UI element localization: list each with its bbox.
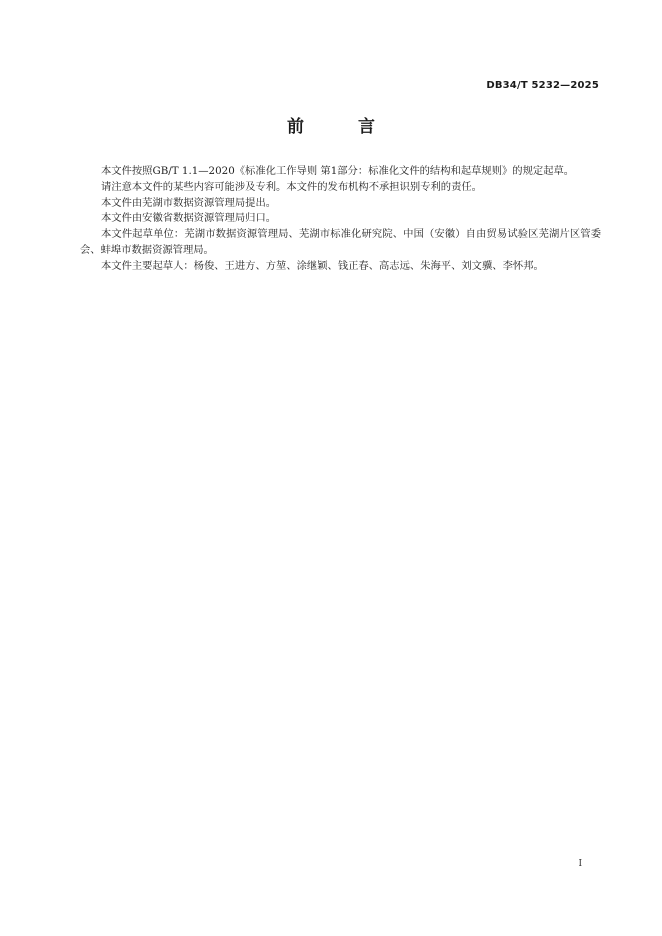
section-title-foreword: 前 言 bbox=[287, 117, 399, 137]
paragraph-drafting-basis: 本文件按照GB/T 1.1—2020《标准化工作导则 第1部分：标准化文件的结构和起草规则》的规定起草。 bbox=[101, 165, 575, 177]
foreword-body bbox=[80, 164, 601, 275]
paragraph-proposed-by: 本文件由芜湖市数据资源管理局提出。 bbox=[101, 196, 277, 209]
paragraph-drafting-units: 本文件起草单位：芜湖市数据资源管理局、芜湖市标准化研究院、中国（安徽）自由贸易试验区芜湖片区管委会、蚌埠市数据资源管理局。 bbox=[80, 228, 601, 256]
document-code: DB34/T 5232—2025 bbox=[486, 80, 599, 91]
paragraph-patent-notice: 请注意本文件的某些内容可能涉及专利。本文件的发布机构不承担识别专利的责任。 bbox=[101, 180, 482, 193]
paragraph-centralized-by: 本文件由安徽省数据资源管理局归口。 bbox=[101, 212, 277, 225]
paragraph-main-drafters: 本文件主要起草人：杨俊、王进方、方堃、涂继颖、钱正春、高志远、朱海平、刘文骥、李怀邦。 bbox=[101, 259, 544, 272]
page-number: I bbox=[578, 859, 582, 869]
